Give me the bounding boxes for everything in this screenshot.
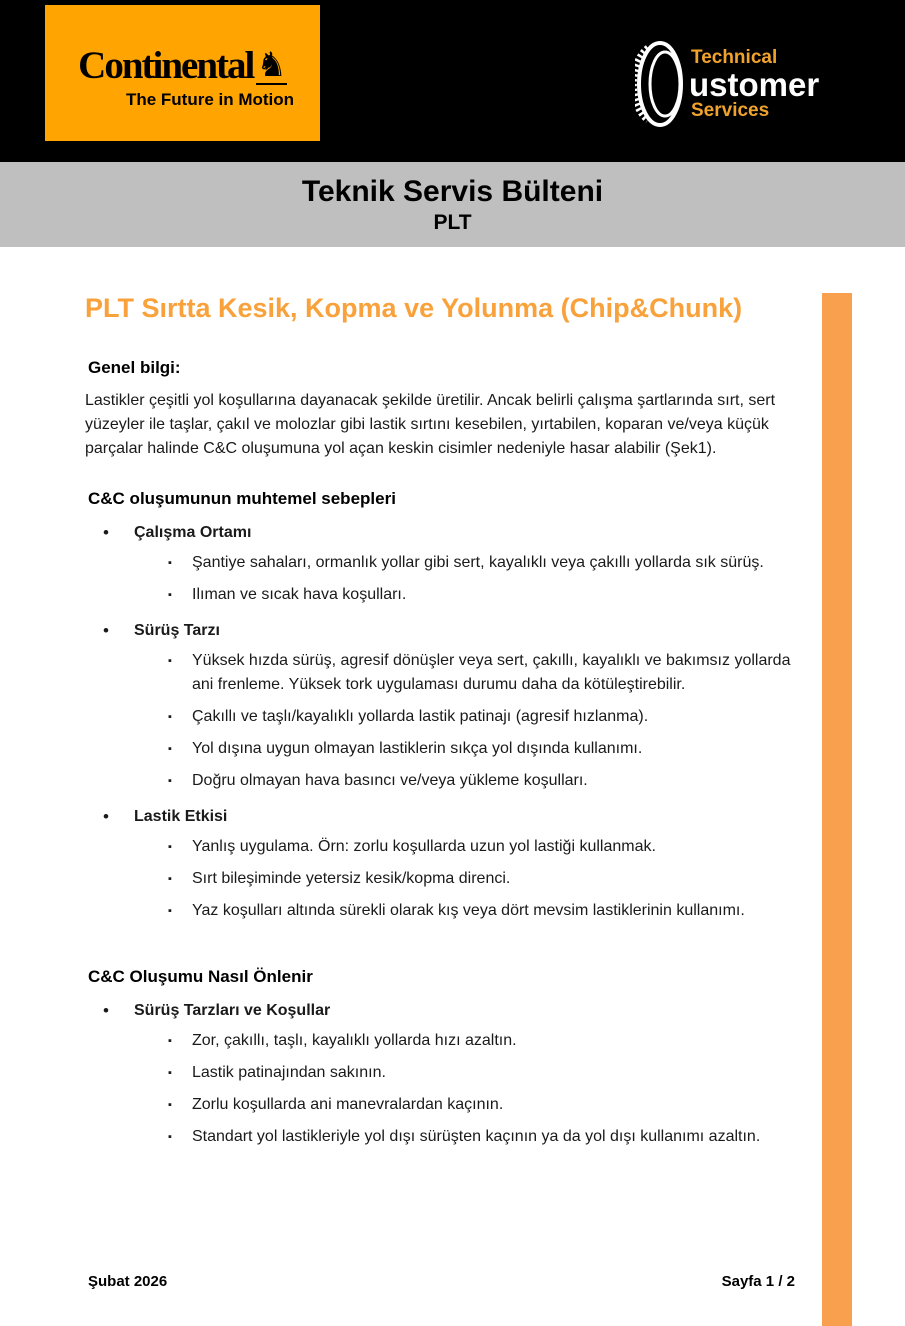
general-paragraph: Lastikler çeşitli yol koşullarına dayanacak şekilde üretilir. Ancak belirli çalışma şartlarında sırt, sert yüzeyler ile taşlar, çakıl ve molozlar gibi lastik sırtını kesebilen, yırtabilen, koparan ve/veya küçük parçalar halinde C&C oluşumuna yol açan keskin cisimler nedeniyle hasar alabilir (Şek1). (85, 392, 776, 458)
sub-bullet-icon: ▪ (168, 775, 172, 788)
sub-list-item-text: Doğru olmayan hava basıncı ve/veya yükleme koşulları. (192, 772, 588, 790)
bullet-icon: • (103, 1001, 109, 1021)
sub-list-item-text: Zorlu koşullarda ani manevralardan kaçının. (192, 1096, 504, 1114)
sub-list-item (85, 737, 800, 761)
sub-list-item (85, 899, 800, 923)
footer-date: Şubat 2026 (88, 1273, 168, 1290)
list-item-label: Çalışma Ortamı (134, 524, 252, 542)
sub-list-item (85, 649, 800, 697)
page-body (0, 293, 905, 1326)
bulletin-subtitle: PLT (433, 211, 472, 234)
sub-bullet-icon: ▪ (168, 655, 172, 668)
document-content (0, 293, 905, 1149)
tire-icon (635, 40, 689, 128)
sub-list-item (85, 1093, 800, 1117)
list-item (85, 1001, 800, 1021)
tcs-line-customer: ustomer (689, 65, 820, 103)
continental-logo (45, 5, 320, 141)
sub-list-item-text: Standart yol lastikleriyle yol dışı sürüşten kaçının ya da yol dışı kullanımı azaltın. (192, 1128, 761, 1146)
sub-list-item-text: Yol dışına uygun olmayan lastiklerin sıkça yol dışında kullanımı. (192, 740, 643, 758)
sub-list-item (85, 583, 800, 607)
sub-bullet-icon: ▪ (168, 743, 172, 756)
sub-bullet-icon: ▪ (168, 557, 172, 570)
sub-list-item (85, 769, 800, 793)
technical-customer-services-logo (635, 40, 819, 128)
top-bar (0, 0, 905, 162)
list-item (85, 523, 800, 543)
continental-wordmark: Continental (78, 44, 254, 87)
list-item (85, 807, 800, 827)
bulletin-title: Teknik Servis Bülteni (301, 175, 604, 208)
list-item-label: Lastik Etkisi (134, 808, 228, 826)
sub-bullet-icon: ▪ (168, 873, 172, 886)
sub-list-item-text: Yanlış uygulama. Örn: zorlu koşullarda uzun yol lastiği kullanmak. (192, 838, 656, 856)
sub-bullet-icon: ▪ (168, 1067, 172, 1080)
horse-icon: ♞ (256, 45, 287, 85)
sub-list-item-text: Çakıllı ve taşlı/kayalıklı yollarda lastik patinajı (agresif hızlanma). (192, 708, 649, 726)
tcs-line-technical: Technical (691, 46, 778, 68)
sub-bullet-icon: ▪ (168, 1035, 172, 1048)
sub-list-item-text: Zor, çakıllı, taşlı, kayalıklı yollarda hızı azaltın. (192, 1032, 517, 1050)
sub-list-item (85, 705, 800, 729)
sub-list-item-text: Lastik patinajından sakının. (192, 1064, 386, 1082)
continental-tagline: The Future in Motion (125, 90, 295, 109)
accent-stripe (822, 293, 852, 1326)
sub-list-item (85, 1061, 800, 1085)
sub-bullet-icon: ▪ (168, 1131, 172, 1144)
sub-bullet-icon: ▪ (168, 841, 172, 854)
list-item-label: Sürüş Tarzı (134, 622, 220, 640)
list-item-label: Sürüş Tarzları ve Koşullar (134, 1002, 331, 1020)
sub-bullet-icon: ▪ (168, 905, 172, 918)
section-heading-prevention: C&C Oluşumu Nasıl Önlenir (88, 967, 313, 987)
bullet-icon: • (103, 807, 109, 827)
list-item (85, 621, 800, 641)
sub-bullet-icon: ▪ (168, 711, 172, 724)
sub-bullet-icon: ▪ (168, 589, 172, 602)
section-heading-causes: C&C oluşumunun muhtemel sebepleri (88, 489, 396, 509)
sub-list-item (85, 835, 800, 859)
section-heading-general: Genel bilgi: (88, 358, 181, 378)
sub-list-item-text: Ilıman ve sıcak hava koşulları. (192, 586, 407, 604)
sub-list-item (85, 867, 800, 891)
sub-bullet-icon: ▪ (168, 1099, 172, 1112)
document-title: PLT Sırtta Kesik, Kopma ve Yolunma (Chip&Chunk) (85, 293, 743, 323)
sub-list-item-text: Yüksek hızda sürüş, agresif dönüşler veya sert, çakıllı, kayalıklı ve bakımsız yollarda ani frenleme. Yüksek tork uygulaması durumu daha da kötüleştirebilir. (192, 652, 791, 694)
sub-list-item (85, 1125, 800, 1149)
footer-page-number: Sayfa 1 / 2 (721, 1273, 795, 1290)
sub-list-item-text: Şantiye sahaları, ormanlık yollar gibi sert, kayalıklı veya çakıllı yollarda sık sürüş. (192, 554, 764, 572)
sub-list-item (85, 551, 800, 575)
sub-list-item (85, 1029, 800, 1053)
page-footer (88, 1273, 795, 1290)
sub-list-item-text: Sırt bileşiminde yetersiz kesik/kopma direnci. (192, 870, 511, 888)
bullet-icon: • (103, 621, 109, 641)
tcs-line-services: Services (691, 99, 770, 121)
title-bar (0, 162, 905, 247)
sub-list-item-text: Yaz koşulları altında sürekli olarak kış veya dört mevsim lastiklerinin kullanımı. (192, 902, 745, 920)
bullet-icon: • (103, 523, 109, 543)
